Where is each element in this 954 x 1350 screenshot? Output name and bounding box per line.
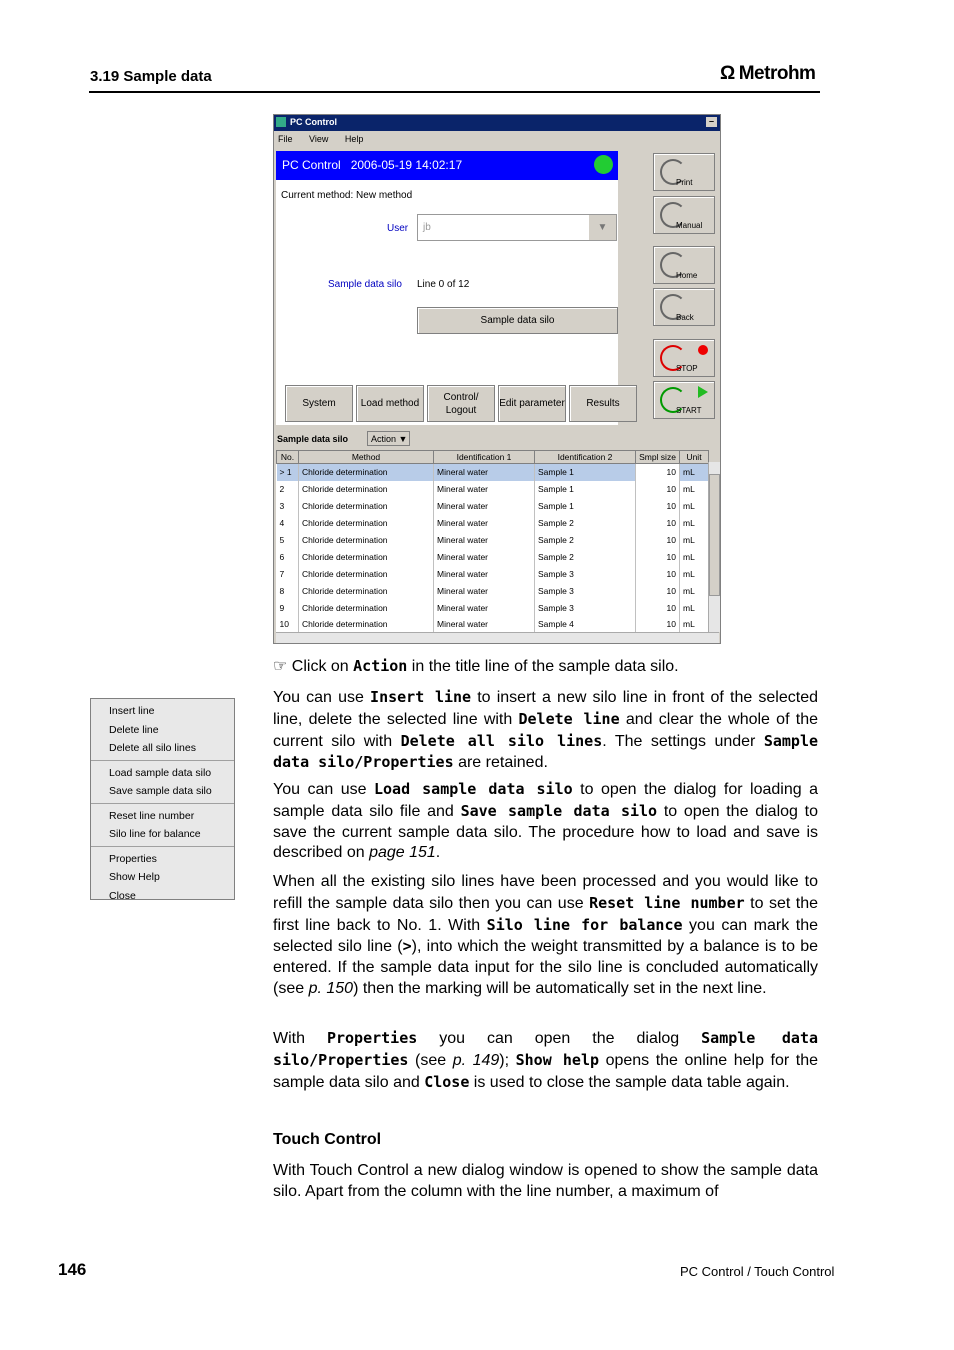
menu-delete-all[interactable]: Delete all silo lines: [109, 742, 196, 754]
cell-method[interactable]: Chloride determination: [299, 481, 434, 498]
cell-id1[interactable]: Mineral water: [434, 532, 535, 549]
cell-id1[interactable]: Mineral water: [434, 616, 535, 633]
cell-id1[interactable]: Mineral water: [434, 481, 535, 498]
text-run: to insert a new silo line in front of the selected line, delete the selected line with: [273, 689, 818, 728]
text-run: and clear the whole of the current silo with: [273, 710, 818, 750]
scroll-thumb[interactable]: [709, 474, 720, 596]
menu-reset-line[interactable]: Reset line number: [109, 809, 195, 822]
silo-button[interactable]: Sample data silo: [417, 307, 618, 334]
cell-size[interactable]: 10: [636, 481, 680, 498]
table-row[interactable]: [277, 515, 709, 532]
cell-size[interactable]: 10: [636, 565, 680, 582]
text-code: Properties: [326, 1029, 418, 1047]
cell-id1[interactable]: Mineral water: [434, 498, 535, 515]
text-code: Delete line: [518, 709, 620, 728]
cell-id2[interactable]: Sample 1: [535, 481, 636, 498]
menu-group: [91, 699, 234, 761]
cell-id2[interactable]: Sample 3: [535, 565, 636, 582]
control-logout-button[interactable]: Control/ Logout: [427, 385, 495, 422]
pointing-hand-icon: ☞: [273, 658, 288, 675]
cell-no[interactable]: 2: [277, 481, 299, 498]
page-ref: p. 149: [452, 1051, 500, 1069]
paragraph-1: [273, 687, 818, 774]
cell-method[interactable]: Chloride determination: [299, 548, 434, 565]
manual-label: Manual: [676, 221, 703, 230]
cell-size[interactable]: 10: [636, 548, 680, 565]
text-run: in the title line of the sample data silo.: [407, 658, 679, 675]
system-button[interactable]: System: [285, 385, 353, 422]
text-run: opens the online help for the sample data silo and: [273, 1051, 819, 1091]
text-run: .: [435, 844, 441, 862]
text-run: );: [499, 1051, 516, 1069]
menu-silo-balance[interactable]: Silo line for balance: [109, 828, 201, 840]
footer-title: PC Control / Touch Control: [680, 1264, 835, 1279]
cell-no[interactable]: 10: [277, 616, 299, 633]
cell-id1[interactable]: Mineral water: [434, 582, 535, 599]
cell-id1[interactable]: Mineral water: [434, 548, 535, 565]
cell-method[interactable]: Chloride determination: [299, 599, 434, 616]
load-method-button[interactable]: Load method: [356, 385, 424, 422]
status-led-icon: [594, 155, 613, 174]
user-value: jb: [423, 222, 431, 233]
cell-unit[interactable]: mL: [680, 481, 709, 498]
text-run: . The settings under: [602, 732, 764, 750]
table-row[interactable]: [277, 548, 709, 565]
start-label: START: [676, 406, 702, 415]
back-label: Back: [676, 313, 694, 322]
stop-button[interactable]: [653, 339, 715, 377]
text-run: ), into which the weight transmitted by a balance is to be entered. If the sample data input for the silo line is concluded automatically (see: [273, 938, 819, 997]
paragraph-3: [273, 872, 818, 1000]
header-rule: [89, 91, 820, 93]
instruction: [273, 656, 818, 678]
cell-no[interactable]: 9: [277, 599, 299, 616]
text-run: to set the first line back to No. 1. With: [273, 894, 818, 934]
menu-delete-line[interactable]: Delete line: [109, 723, 159, 736]
paragraph-4: [273, 1028, 818, 1093]
text-run: When all the existing silo lines have been processed and you would like to refill the sample data silo then you can use: [273, 873, 818, 912]
cell-id2[interactable]: Sample 2: [535, 515, 636, 532]
text-run: is used to close the sample data table again.: [469, 1073, 790, 1091]
window-title: PC Control: [290, 117, 337, 127]
cell-unit[interactable]: mL: [680, 548, 709, 565]
section-heading: Touch Control: [273, 1131, 382, 1148]
page-ref: p. 150: [308, 979, 354, 997]
text-run: you can open the dialog: [417, 1030, 702, 1047]
cell-id2[interactable]: Sample 2: [535, 548, 636, 565]
play-icon: [698, 386, 708, 398]
text-code: Action: [353, 657, 408, 675]
col-size[interactable]: Smpl size: [636, 451, 680, 464]
silo-line: Line 0 of 12: [417, 279, 470, 290]
menu-help[interactable]: Help: [344, 134, 364, 144]
text-run: You can use: [273, 689, 371, 706]
menu-close[interactable]: Close: [109, 889, 136, 902]
text-code: Delete all silo lines: [400, 731, 603, 750]
action-label: Action: [371, 434, 397, 444]
stop-label: STOP: [676, 364, 698, 373]
cell-id2[interactable]: Sample 3: [535, 582, 636, 599]
edit-parameter-button[interactable]: Edit parameter: [498, 385, 566, 422]
menu-save-silo[interactable]: Save sample data silo: [109, 785, 212, 797]
silo-label: Sample data silo: [328, 279, 402, 290]
action-button[interactable]: [367, 431, 410, 446]
menu-show-help[interactable]: Show Help: [109, 871, 160, 883]
print-button[interactable]: [653, 153, 715, 191]
main-panel: [276, 180, 618, 425]
cell-size[interactable]: 10: [636, 498, 680, 515]
cell-no[interactable]: 7: [277, 565, 299, 582]
cell-id2[interactable]: Sample 2: [535, 532, 636, 549]
cell-no[interactable]: 3: [277, 498, 299, 515]
menu-file[interactable]: File: [278, 134, 293, 144]
text-code: Sample data silo/Properties: [273, 731, 819, 772]
window-titlebar: [274, 115, 720, 131]
text-run: Click on: [291, 658, 354, 675]
chevron-down-icon[interactable]: ▼: [589, 215, 616, 240]
menu-insert-line[interactable]: Insert line: [109, 705, 155, 717]
menu-load-silo[interactable]: Load sample data silo: [109, 766, 212, 779]
grid-header: [276, 431, 719, 449]
cell-id1[interactable]: Mineral water: [434, 599, 535, 616]
col-method[interactable]: Method: [299, 451, 434, 464]
paragraph-5: With Touch Control a new dialog window is opened to show the sample data silo. Apart from the column with the line number, a maximum of: [273, 1162, 818, 1200]
page-ref: page 151: [369, 844, 436, 862]
grid-title: Sample data silo: [277, 434, 349, 444]
text-code: Sample data silo/Properties: [273, 1029, 819, 1069]
cell-size[interactable]: 10: [636, 616, 680, 633]
cell-unit[interactable]: mL: [680, 498, 709, 515]
cell-size[interactable]: 10: [636, 532, 680, 549]
text-run: you can mark the selected silo line (: [273, 916, 818, 956]
menu-group: [91, 847, 234, 908]
pc-control-window: [273, 114, 721, 644]
minimize-icon[interactable]: –: [706, 117, 717, 127]
table-row[interactable]: [277, 481, 709, 498]
table-row[interactable]: [277, 616, 709, 633]
brand-logo: [720, 63, 815, 85]
chevron-down-icon: ▼: [398, 434, 408, 444]
menu-group: [91, 761, 234, 804]
menu-bar: [274, 131, 720, 147]
cell-method[interactable]: Chloride determination: [299, 498, 434, 515]
cell-no[interactable]: 6: [277, 548, 299, 565]
results-button[interactable]: Results: [569, 385, 637, 422]
text-run: ) then the marking will be automatically set in the next line.: [353, 979, 767, 997]
cell-unit[interactable]: mL: [680, 582, 709, 599]
text-run: are retained.: [453, 754, 548, 772]
cell-id2[interactable]: Sample 1: [535, 464, 636, 481]
app-icon: [276, 117, 286, 127]
vertical-scrollbar[interactable]: [708, 462, 720, 632]
text-run: With: [273, 1030, 327, 1047]
col-id1[interactable]: Identification 1: [434, 451, 535, 464]
text-run: to open the dialog to save the current sample data silo. The procedure how to load and save is described on: [273, 802, 819, 862]
cell-method[interactable]: Chloride determination: [299, 532, 434, 549]
print-label: Print: [676, 178, 693, 187]
stop-dot-icon: [698, 345, 708, 355]
current-method: Current method: New method: [281, 190, 413, 201]
cell-no[interactable]: 5: [277, 532, 299, 549]
text-run: to open the dialog for loading a sample data silo file and: [273, 781, 818, 820]
col-unit[interactable]: Unit: [680, 451, 709, 464]
table-row[interactable]: [277, 599, 709, 616]
home-button[interactable]: [653, 246, 715, 284]
table-row[interactable]: [277, 532, 709, 549]
menu-view[interactable]: View: [309, 134, 329, 144]
cell-id1[interactable]: Mineral water: [434, 515, 535, 532]
cell-unit[interactable]: mL: [680, 565, 709, 582]
text-run: You can use: [273, 781, 374, 798]
cell-id2[interactable]: Sample 1: [535, 498, 636, 515]
silo-table: [276, 450, 709, 633]
status-text: PC Control 2006-05-19 14:02:17: [282, 158, 463, 172]
cell-no[interactable]: 4: [277, 515, 299, 532]
cell-size[interactable]: 10: [636, 515, 680, 532]
cell-unit[interactable]: mL: [680, 616, 709, 633]
cell-method[interactable]: Chloride determination: [299, 464, 434, 481]
user-select[interactable]: [417, 214, 617, 241]
menu-group: [91, 804, 234, 847]
cell-unit[interactable]: mL: [680, 599, 709, 616]
text-code: Show help: [515, 1050, 600, 1069]
section-title: 3.19 Sample data: [90, 68, 212, 85]
back-button[interactable]: [653, 288, 715, 326]
text-code: Load sample data silo: [373, 780, 573, 798]
brand-name: Metrohm: [738, 63, 816, 84]
paragraph-2: [273, 779, 818, 864]
text-code: Reset line number: [589, 893, 745, 912]
user-label: User: [387, 223, 409, 234]
cell-method[interactable]: Chloride determination: [299, 515, 434, 532]
text-code: >: [402, 937, 412, 956]
cell-size[interactable]: 10: [636, 464, 680, 481]
col-id2[interactable]: Identification 2: [535, 451, 636, 464]
col-no[interactable]: No.: [277, 451, 299, 464]
manual-button[interactable]: [653, 196, 715, 234]
cell-id2[interactable]: Sample 4: [535, 616, 636, 633]
text-code: Save sample data silo: [460, 801, 658, 820]
cell-method[interactable]: Chloride determination: [299, 565, 434, 582]
menu-properties[interactable]: Properties: [109, 852, 157, 865]
table-row[interactable]: [277, 464, 709, 481]
text-code: Insert line: [370, 688, 472, 706]
cell-unit[interactable]: mL: [680, 532, 709, 549]
text-code: Silo line for balance: [486, 915, 683, 934]
text-code: Close: [424, 1072, 470, 1091]
text-run: (see: [408, 1051, 453, 1069]
start-button[interactable]: [653, 381, 715, 419]
home-label: Home: [676, 271, 698, 280]
action-menu: [90, 698, 235, 900]
table-row[interactable]: [277, 565, 709, 582]
page-number: 146: [58, 1260, 87, 1279]
cell-id1[interactable]: Mineral water: [434, 464, 535, 481]
cell-unit[interactable]: mL: [680, 515, 709, 532]
cell-size[interactable]: 10: [636, 599, 680, 616]
table-row[interactable]: [277, 582, 709, 599]
table-row[interactable]: [277, 498, 709, 515]
cell-no[interactable]: > 1: [277, 464, 299, 481]
omega-icon: Ω: [720, 63, 735, 84]
cell-no[interactable]: 8: [277, 582, 299, 599]
cell-unit[interactable]: mL: [680, 464, 709, 481]
cell-id2[interactable]: Sample 3: [535, 599, 636, 616]
cell-id1[interactable]: Mineral water: [434, 565, 535, 582]
status-bar: [276, 151, 618, 180]
cell-size[interactable]: 10: [636, 582, 680, 599]
horizontal-scrollbar[interactable]: [276, 632, 719, 643]
cell-method[interactable]: Chloride determination: [299, 616, 434, 633]
cell-method[interactable]: Chloride determination: [299, 582, 434, 599]
